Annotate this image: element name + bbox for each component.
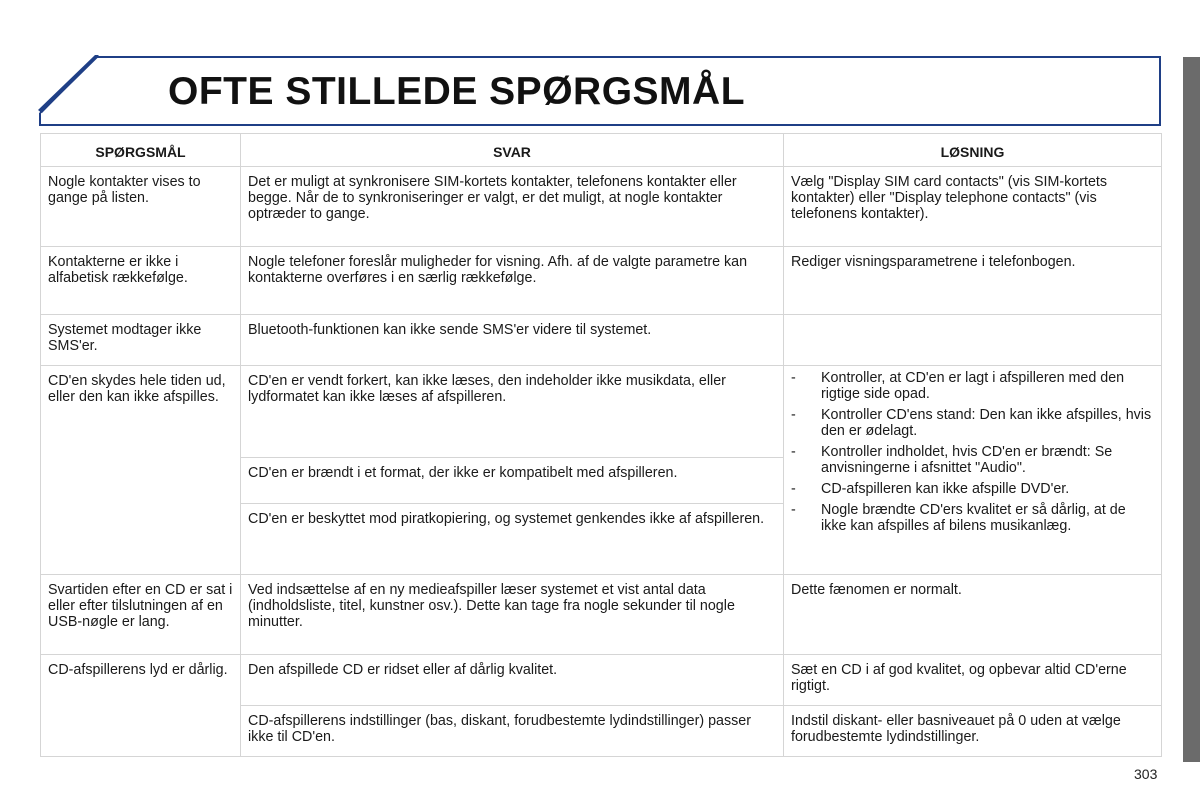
answer-cell: Bluetooth-funktionen kan ikke sende SMS'er videre til systemet.: [241, 315, 784, 366]
solution-cell: Rediger visningsparametrene i telefonbogen.: [784, 247, 1162, 315]
page-number: 303: [1134, 766, 1158, 782]
table-row: [41, 315, 1162, 366]
question-cell: Systemet modtager ikke SMS'er.: [41, 315, 241, 366]
table-row: [41, 167, 1162, 247]
question-cell: Nogle kontakter vises to gange på listen.: [41, 167, 241, 247]
table-header-row: [41, 134, 1162, 167]
question-cell: CD-afspillerens lyd er dårlig.: [41, 655, 241, 757]
answer-cell: CD'en er beskyttet mod piratkopiering, og systemet genkendes ikke af afspilleren.: [241, 504, 784, 575]
solution-cell: Vælg "Display SIM card contacts" (vis SIM-kortets kontakter) eller "Display telephone contacts" (vis telefonens kontakter).: [784, 167, 1162, 247]
answer-cell: Nogle telefoner foreslår muligheder for visning. Afh. af de valgte parametre kan kontakterne overføres i en særlig rækkefølge.: [241, 247, 784, 315]
solution-list-item: - Kontroller indholdet, hvis CD'en er brændt: Se anvisningerne i afsnittet "Audio".: [791, 444, 1113, 476]
table-row: [41, 366, 1162, 458]
answer-cell: CD-afspillerens indstillinger (bas, diskant, forudbestemte lydindstillinger) passer ikke til CD'en.: [241, 706, 784, 757]
side-tab-marker: [1183, 57, 1200, 762]
column-header-question: SPØRGSMÅL: [41, 134, 241, 167]
solution-cell: Indstil diskant- eller basniveauet på 0 uden at vælge forudbestemte lydindstillinger.: [784, 706, 1162, 757]
question-cell: Svartiden efter en CD er sat i eller efter tilslutningen af en USB-nøgle er lang.: [41, 575, 241, 655]
answer-cell: Ved indsættelse af en ny medieafspiller læser systemet et vist antal data (indholdsliste, titel, kunstner osv.). Dette kan tage fra nogle sekunder til nogle minutter.: [241, 575, 784, 655]
solution-cell: [784, 366, 1162, 575]
answer-cell: CD'en er brændt i et format, der ikke er kompatibelt med afspilleren.: [241, 458, 784, 504]
table-row: [41, 655, 1162, 706]
solution-list-item: - CD-afspilleren kan ikke afspille DVD'er.: [791, 481, 1070, 497]
answer-cell: Den afspillede CD er ridset eller af dårlig kvalitet.: [241, 655, 784, 706]
answer-cell: Det er muligt at synkronisere SIM-kortets kontakter, telefonens kontakter eller begge. Når de to synkroniseringer er valgt, er det muligt, at nogle kontakter optræder to gange.: [241, 167, 784, 247]
solution-list-item: - Nogle brændte CD'ers kvalitet er så dårlig, at de ikke kan afspilles af bilens musikanlæg.: [791, 502, 1126, 534]
table-row: [41, 575, 1162, 655]
question-cell: CD'en skydes hele tiden ud, eller den kan ikke afspilles.: [41, 366, 241, 575]
solution-cell: [784, 315, 1162, 366]
solution-list: [791, 370, 1154, 534]
table-row: [41, 247, 1162, 315]
column-header-answer: SVAR: [241, 134, 784, 167]
solution-cell: Dette fænomen er normalt.: [784, 575, 1162, 655]
column-header-solution: LØSNING: [784, 134, 1162, 167]
solution-list-item: - Kontroller CD'ens stand: Den kan ikke afspilles, hvis den er ødelagt.: [791, 407, 1152, 439]
page-title: OFTE STILLEDE SPØRGSMÅL: [168, 70, 746, 113]
solution-cell: Sæt en CD i af god kvalitet, og opbevar altid CD'erne rigtigt.: [784, 655, 1162, 706]
answer-cell: CD'en er vendt forkert, kan ikke læses, den indeholder ikke musikdata, eller lydformatet kan ikke læses af afspilleren.: [241, 366, 784, 458]
faq-table: [40, 133, 1162, 757]
question-cell: Kontakterne er ikke i alfabetisk rækkefølge.: [41, 247, 241, 315]
solution-list-item: - Kontroller, at CD'en er lagt i afspilleren med den rigtige side opad.: [791, 370, 1125, 402]
